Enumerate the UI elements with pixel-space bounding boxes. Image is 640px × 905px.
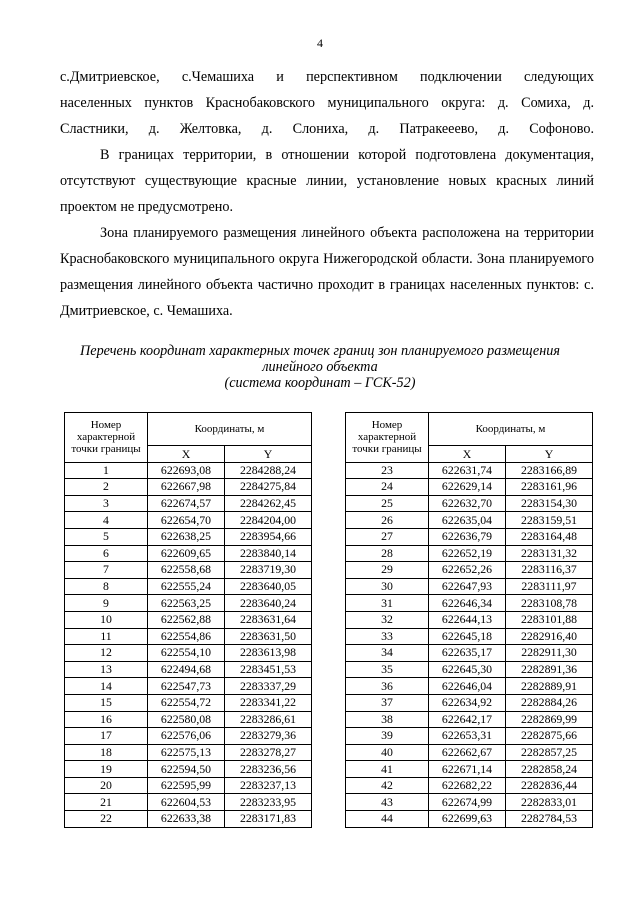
table-row <box>346 479 593 496</box>
y-cell: 2283640,24 <box>225 595 312 612</box>
point-number-cell: 43 <box>346 794 429 811</box>
table-row <box>65 761 312 778</box>
x-cell: 622654,70 <box>148 512 225 529</box>
header-point-number: Номер характерной точки границы <box>65 413 148 463</box>
y-cell: 2282857,25 <box>506 744 593 761</box>
y-cell: 2282916,40 <box>506 628 593 645</box>
point-number-cell: 3 <box>65 495 148 512</box>
y-cell: 2282833,01 <box>506 794 593 811</box>
x-cell: 622563,25 <box>148 595 225 612</box>
y-cell: 2283166,89 <box>506 462 593 479</box>
table-row <box>346 694 593 711</box>
table-row <box>346 611 593 628</box>
x-cell: 622634,92 <box>429 694 506 711</box>
table-row <box>65 711 312 728</box>
y-cell: 2283171,83 <box>225 811 312 828</box>
y-cell: 2284275,84 <box>225 479 312 496</box>
x-cell: 622652,19 <box>429 545 506 562</box>
y-cell: 2283613,98 <box>225 645 312 662</box>
table-row <box>346 661 593 678</box>
point-number-cell: 21 <box>65 794 148 811</box>
header-x: X <box>429 446 506 463</box>
point-number-cell: 24 <box>346 479 429 496</box>
x-cell: 622604,53 <box>148 794 225 811</box>
point-number-cell: 7 <box>65 562 148 579</box>
point-number-cell: 39 <box>346 728 429 745</box>
x-cell: 622699,63 <box>429 811 506 828</box>
caption-line-3: (система координат – ГСК-52) <box>224 375 416 391</box>
point-number-cell: 40 <box>346 744 429 761</box>
table-row <box>346 811 593 828</box>
caption-line-2: линейного объекта <box>262 359 378 375</box>
paragraph-2: В границах территории, в отношении которой подготовлена документация, отсутствуют существующие красные линии, установление новых красных линий проектом не предусмотрено. <box>60 147 594 215</box>
y-cell: 2284204,00 <box>225 512 312 529</box>
table-row <box>346 462 593 479</box>
point-number-cell: 29 <box>346 562 429 579</box>
point-number-cell: 4 <box>65 512 148 529</box>
table-row <box>65 462 312 479</box>
y-cell: 2283161,96 <box>506 479 593 496</box>
y-cell: 2283451,53 <box>225 661 312 678</box>
y-cell: 2283279,36 <box>225 728 312 745</box>
y-cell: 2283131,32 <box>506 545 593 562</box>
point-number-cell: 41 <box>346 761 429 778</box>
table-row <box>65 678 312 695</box>
point-number-cell: 19 <box>65 761 148 778</box>
y-cell: 2283111,97 <box>506 578 593 595</box>
table-row <box>346 528 593 545</box>
point-number-cell: 13 <box>65 661 148 678</box>
x-cell: 622674,99 <box>429 794 506 811</box>
y-cell: 2283236,56 <box>225 761 312 778</box>
paragraph-1 <box>60 64 594 142</box>
caption-line-1: Перечень координат характерных точек границ зон планируемого размещения <box>80 343 560 359</box>
paragraph-3: Зона планируемого размещения линейного объекта расположена на территории Краснобаковского муниципального округа Нижегородской области. Зона планируемого размещения линейного объекта частично проходит в границах населенных пунктов: с. Дмитриевское, с. Чемашиха. <box>60 225 594 319</box>
y-cell: 2283631,64 <box>225 611 312 628</box>
y-cell: 2283116,37 <box>506 562 593 579</box>
table-row <box>346 512 593 529</box>
point-number-cell: 27 <box>346 528 429 545</box>
y-cell: 2283159,51 <box>506 512 593 529</box>
x-cell: 622635,17 <box>429 645 506 662</box>
y-cell: 2282875,66 <box>506 728 593 745</box>
header-coordinates: Координаты, м <box>148 413 312 446</box>
y-cell: 2283164,48 <box>506 528 593 545</box>
point-number-cell: 6 <box>65 545 148 562</box>
x-cell: 622638,25 <box>148 528 225 545</box>
point-number-cell: 16 <box>65 711 148 728</box>
y-cell: 2283640,05 <box>225 578 312 595</box>
paragraph-1-line-1: с.Дмитриевское, с.Чемашиха и перспективном подключении следующих <box>60 69 594 85</box>
point-number-cell: 5 <box>65 528 148 545</box>
x-cell: 622494,68 <box>148 661 225 678</box>
y-cell: 2282911,30 <box>506 645 593 662</box>
header-x: X <box>148 446 225 463</box>
x-cell: 622646,04 <box>429 678 506 695</box>
x-cell: 622580,08 <box>148 711 225 728</box>
table-row <box>65 811 312 828</box>
y-cell: 2283840,14 <box>225 545 312 562</box>
table-row <box>346 794 593 811</box>
x-cell: 622667,98 <box>148 479 225 496</box>
x-cell: 622671,14 <box>429 761 506 778</box>
point-number-cell: 35 <box>346 661 429 678</box>
point-number-cell: 12 <box>65 645 148 662</box>
y-cell: 2284288,24 <box>225 462 312 479</box>
table-row <box>65 794 312 811</box>
y-cell: 2282836,44 <box>506 777 593 794</box>
point-number-cell: 2 <box>65 479 148 496</box>
table-row <box>346 495 593 512</box>
header-y: Y <box>506 446 593 463</box>
table-row <box>346 678 593 695</box>
point-number-cell: 8 <box>65 578 148 595</box>
x-cell: 622652,26 <box>429 562 506 579</box>
y-cell: 2283286,61 <box>225 711 312 728</box>
x-cell: 622636,79 <box>429 528 506 545</box>
x-cell: 622644,13 <box>429 611 506 628</box>
coordinates-table-left <box>64 412 312 828</box>
x-cell: 622558,68 <box>148 562 225 579</box>
x-cell: 622662,67 <box>429 744 506 761</box>
y-cell: 2284262,45 <box>225 495 312 512</box>
table-row <box>346 562 593 579</box>
y-cell: 2282884,26 <box>506 694 593 711</box>
x-cell: 622632,70 <box>429 495 506 512</box>
point-number-cell: 34 <box>346 645 429 662</box>
paragraph-1-line-2: населенных пунктов Краснобаковского муниципального округа: д. Сомиха, д. <box>60 95 594 111</box>
table-row <box>346 595 593 612</box>
x-cell: 622646,34 <box>429 595 506 612</box>
point-number-cell: 22 <box>65 811 148 828</box>
table-row <box>65 479 312 496</box>
x-cell: 622575,13 <box>148 744 225 761</box>
y-cell: 2282869,99 <box>506 711 593 728</box>
point-number-cell: 14 <box>65 678 148 695</box>
point-number-cell: 31 <box>346 595 429 612</box>
point-number-cell: 36 <box>346 678 429 695</box>
point-number-cell: 18 <box>65 744 148 761</box>
x-cell: 622631,74 <box>429 462 506 479</box>
table-caption <box>0 343 640 391</box>
x-cell: 622554,10 <box>148 645 225 662</box>
table-body-right <box>346 462 593 827</box>
table-row <box>346 728 593 745</box>
x-cell: 622554,72 <box>148 694 225 711</box>
table-row <box>65 545 312 562</box>
x-cell: 622682,22 <box>429 777 506 794</box>
y-cell: 2282891,36 <box>506 661 593 678</box>
x-cell: 622576,06 <box>148 728 225 745</box>
point-number-cell: 33 <box>346 628 429 645</box>
y-cell: 2283341,22 <box>225 694 312 711</box>
table-row <box>65 512 312 529</box>
point-number-cell: 37 <box>346 694 429 711</box>
table-row <box>346 777 593 794</box>
x-cell: 622562,88 <box>148 611 225 628</box>
y-cell: 2283101,88 <box>506 611 593 628</box>
table-row <box>65 645 312 662</box>
table-row <box>65 611 312 628</box>
y-cell: 2283631,50 <box>225 628 312 645</box>
point-number-cell: 32 <box>346 611 429 628</box>
header-point-number: Номер характерной точки границы <box>346 413 429 463</box>
table-row <box>65 495 312 512</box>
header-y: Y <box>225 446 312 463</box>
point-number-cell: 9 <box>65 595 148 612</box>
x-cell: 622642,17 <box>429 711 506 728</box>
point-number-cell: 11 <box>65 628 148 645</box>
coordinates-table-right <box>345 412 593 828</box>
point-number-cell: 38 <box>346 711 429 728</box>
x-cell: 622594,50 <box>148 761 225 778</box>
point-number-cell: 17 <box>65 728 148 745</box>
x-cell: 622595,99 <box>148 777 225 794</box>
table-row <box>346 645 593 662</box>
y-cell: 2282858,24 <box>506 761 593 778</box>
point-number-cell: 26 <box>346 512 429 529</box>
table-row <box>65 628 312 645</box>
table-row <box>346 761 593 778</box>
table-row <box>65 595 312 612</box>
x-cell: 622645,18 <box>429 628 506 645</box>
y-cell: 2283237,13 <box>225 777 312 794</box>
table-row <box>346 578 593 595</box>
table-row <box>65 578 312 595</box>
page-number: 4 <box>317 36 323 50</box>
y-cell: 2283108,78 <box>506 595 593 612</box>
x-cell: 622653,31 <box>429 728 506 745</box>
x-cell: 622629,14 <box>429 479 506 496</box>
y-cell: 2282889,91 <box>506 678 593 695</box>
point-number-cell: 20 <box>65 777 148 794</box>
x-cell: 622609,65 <box>148 545 225 562</box>
table-row <box>65 744 312 761</box>
x-cell: 622635,04 <box>429 512 506 529</box>
header-coordinates: Координаты, м <box>429 413 593 446</box>
table-row <box>65 528 312 545</box>
table-row <box>346 744 593 761</box>
point-number-cell: 42 <box>346 777 429 794</box>
y-cell: 2283954,66 <box>225 528 312 545</box>
y-cell: 2283233,95 <box>225 794 312 811</box>
y-cell: 2282784,53 <box>506 811 593 828</box>
x-cell: 622555,24 <box>148 578 225 595</box>
table-row <box>65 777 312 794</box>
table-row <box>65 728 312 745</box>
point-number-cell: 23 <box>346 462 429 479</box>
x-cell: 622647,93 <box>429 578 506 595</box>
x-cell: 622554,86 <box>148 628 225 645</box>
point-number-cell: 10 <box>65 611 148 628</box>
y-cell: 2283337,29 <box>225 678 312 695</box>
paragraph-1-line-3: Сластники, д. Желтовка, д. Слониха, д. Патракееево, д. Софоново. <box>60 121 594 137</box>
y-cell: 2283278,27 <box>225 744 312 761</box>
table-row <box>65 661 312 678</box>
table-row <box>346 711 593 728</box>
point-number-cell: 15 <box>65 694 148 711</box>
point-number-cell: 30 <box>346 578 429 595</box>
x-cell: 622693,08 <box>148 462 225 479</box>
table-row <box>65 562 312 579</box>
table-row <box>346 628 593 645</box>
table-row <box>65 694 312 711</box>
y-cell: 2283154,30 <box>506 495 593 512</box>
y-cell: 2283719,30 <box>225 562 312 579</box>
x-cell: 622547,73 <box>148 678 225 695</box>
point-number-cell: 44 <box>346 811 429 828</box>
x-cell: 622674,57 <box>148 495 225 512</box>
x-cell: 622645,30 <box>429 661 506 678</box>
point-number-cell: 1 <box>65 462 148 479</box>
point-number-cell: 25 <box>346 495 429 512</box>
x-cell: 622633,38 <box>148 811 225 828</box>
table-body-left <box>65 462 312 827</box>
point-number-cell: 28 <box>346 545 429 562</box>
table-row <box>346 545 593 562</box>
